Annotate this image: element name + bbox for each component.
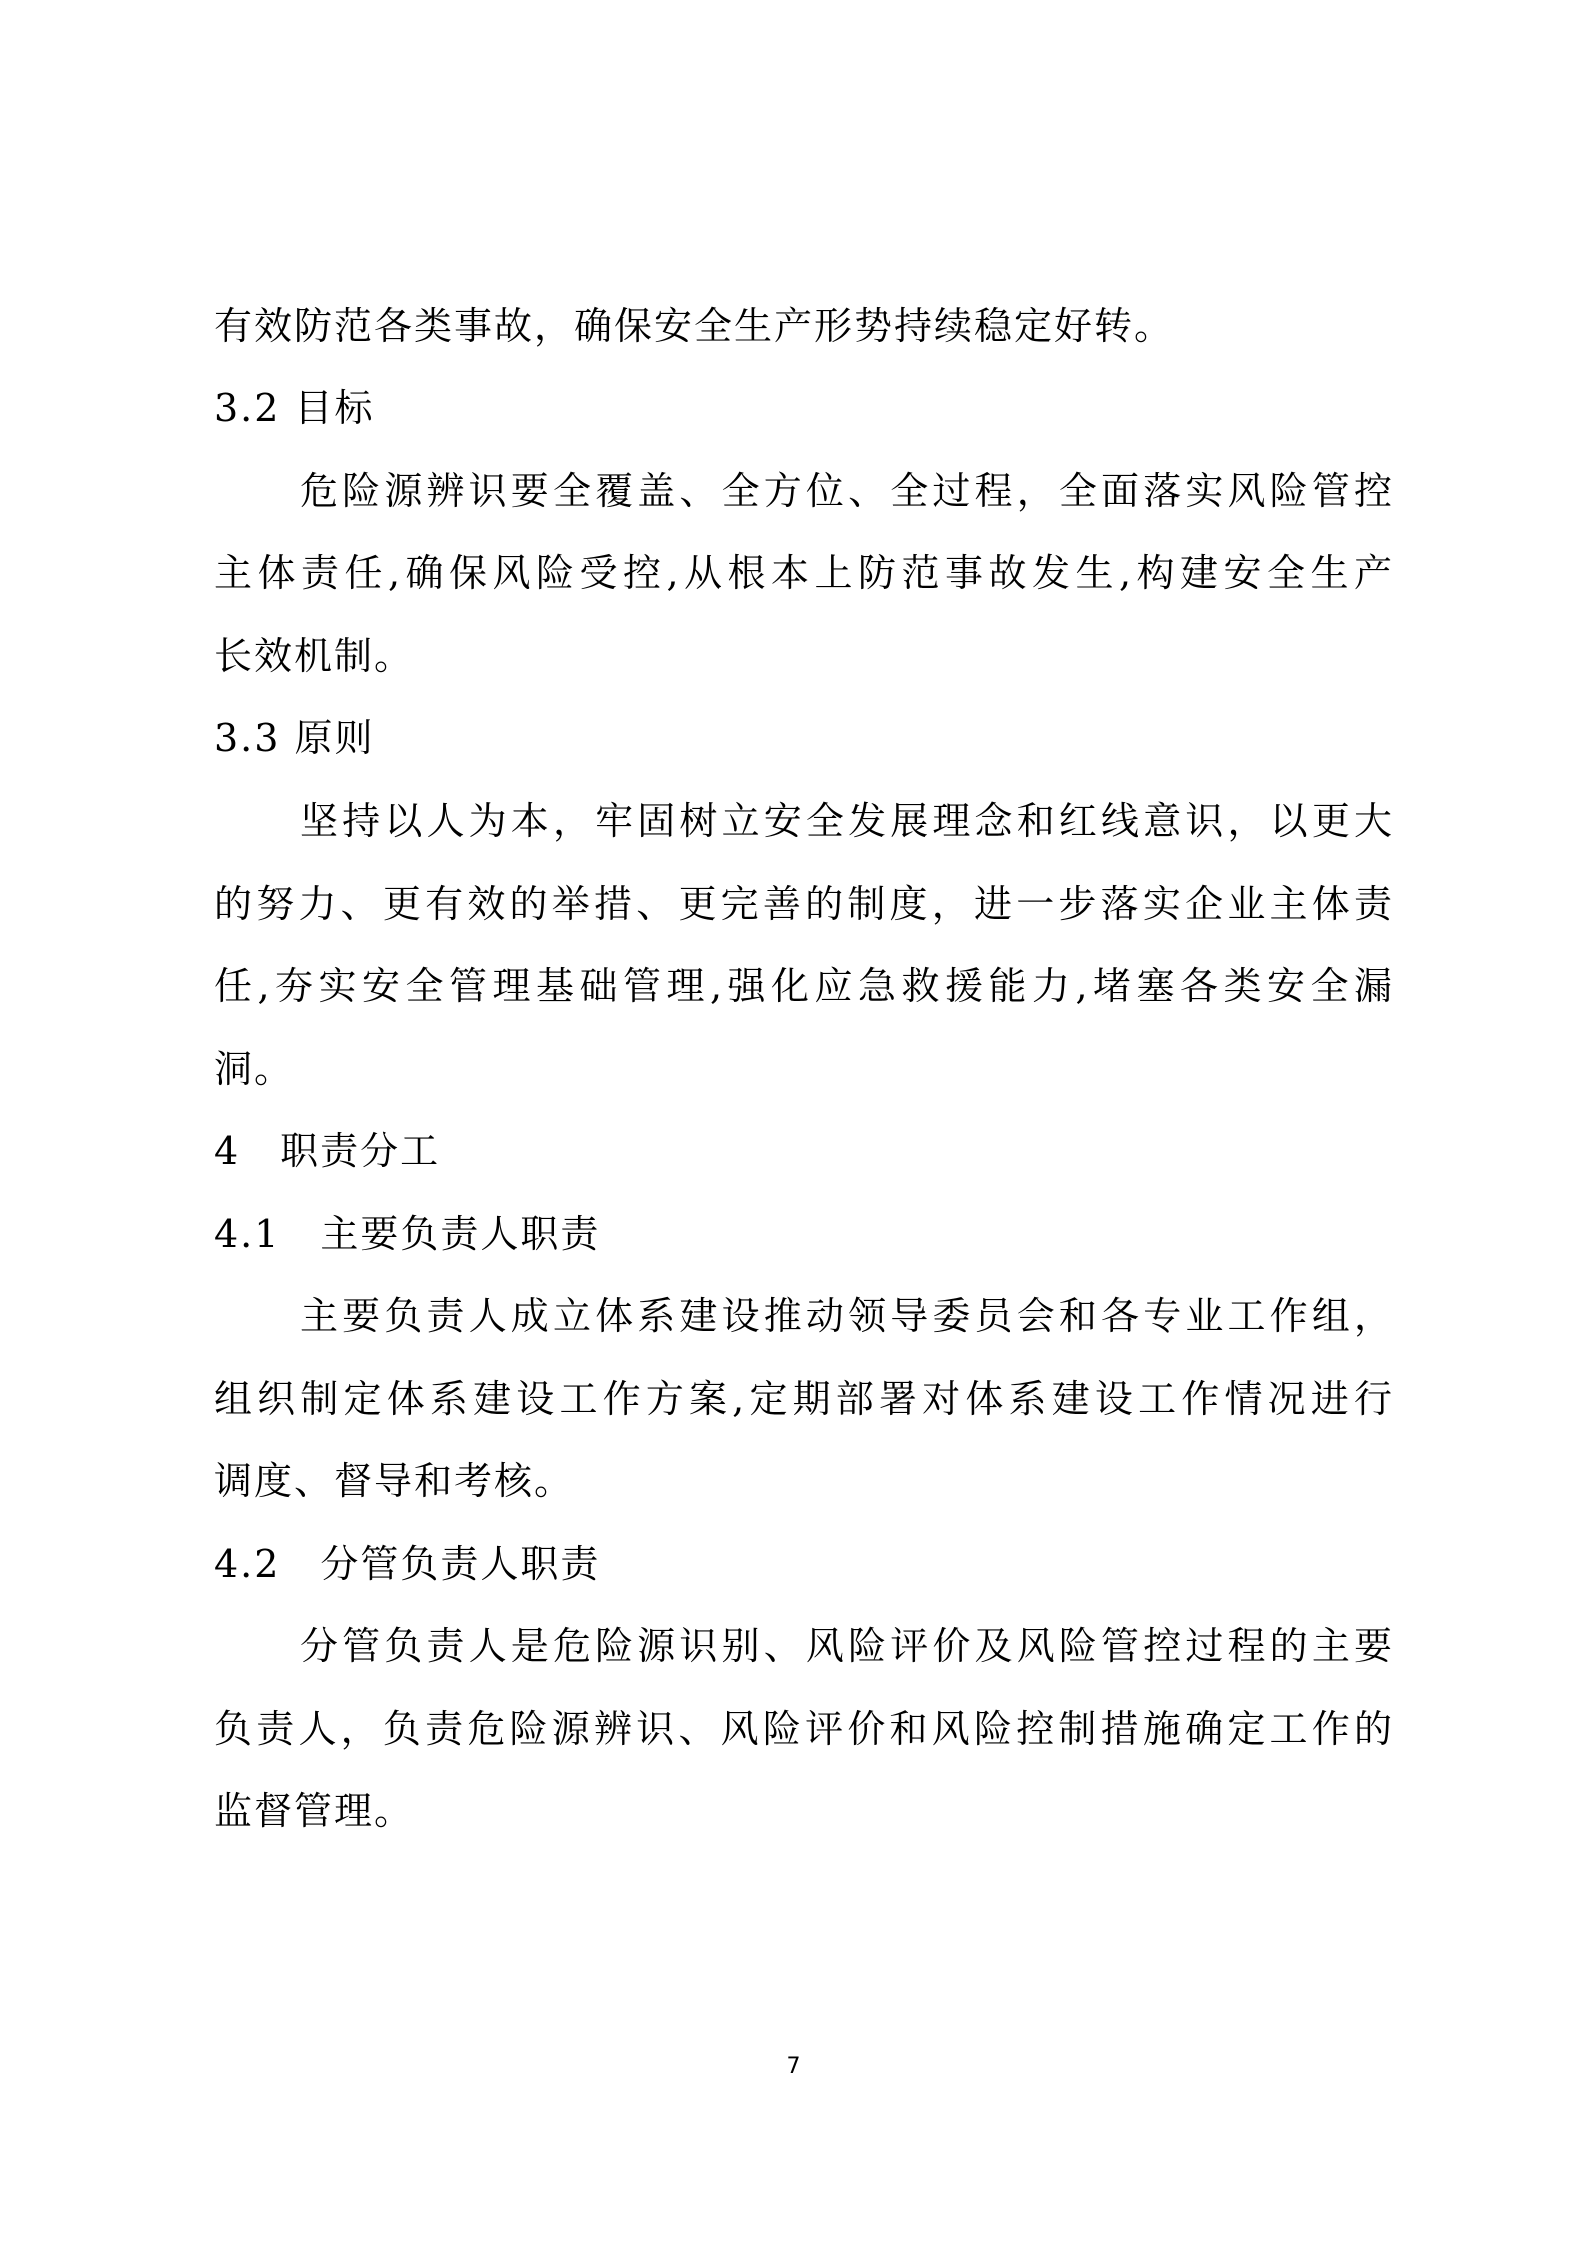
paragraph-deputy-responsible-line-1: 分管负责人是危险源识别、风险评价及风险管控过程的主要 xyxy=(300,1624,1394,1668)
paragraph-goal-line-3: 长效机制。 xyxy=(214,634,415,678)
paragraph-principle-line-1: 坚持以人为本，牢固树立安全发展理念和红线意识，以更大 xyxy=(300,799,1394,843)
paragraph-deputy-responsible-line-3: 监督管理。 xyxy=(214,1789,415,1833)
section-heading-4: 4 职责分工 xyxy=(214,1129,441,1173)
paragraph-principle-line-4: 洞。 xyxy=(214,1047,295,1091)
paragraph-deputy-responsible-line-2: 负责人，负责危险源辨识、风险评价和风险控制措施确定工作的 xyxy=(214,1707,1394,1751)
paragraph-main-responsible-line-2: 组织制定体系建设工作方案,定期部署对体系建设工作情况进行 xyxy=(214,1377,1394,1421)
paragraph-goal-line-2: 主体责任,确保风险受控,从根本上防范事故发生,构建安全生产 xyxy=(214,551,1394,595)
page-number: 7 xyxy=(786,2054,801,2079)
section-heading-4-2: 4.2 分管负责人职责 xyxy=(214,1542,601,1586)
paragraph-goal-line-1: 危险源辨识要全覆盖、全方位、全过程，全面落实风险管控 xyxy=(300,469,1394,513)
paragraph-principle-line-3: 任,夯实安全管理基础管理,强化应急救援能力,堵塞各类安全漏 xyxy=(214,964,1394,1008)
paragraph-main-responsible-line-3: 调度、督导和考核。 xyxy=(214,1459,575,1503)
section-heading-4-1: 4.1 主要负责人职责 xyxy=(214,1212,601,1256)
paragraph-continuation-line: 有效防范各类事故，确保安全生产形势持续稳定好转。 xyxy=(214,304,1175,348)
paragraph-principle-line-2: 的努力、更有效的举措、更完善的制度，进一步落实企业主体责 xyxy=(214,882,1394,926)
section-heading-3-2: 3.2 目标 xyxy=(214,386,375,430)
paragraph-main-responsible-line-1: 主要负责人成立体系建设推动领导委员会和各专业工作组， xyxy=(300,1294,1394,1338)
section-heading-3-3: 3.3 原则 xyxy=(214,716,375,760)
